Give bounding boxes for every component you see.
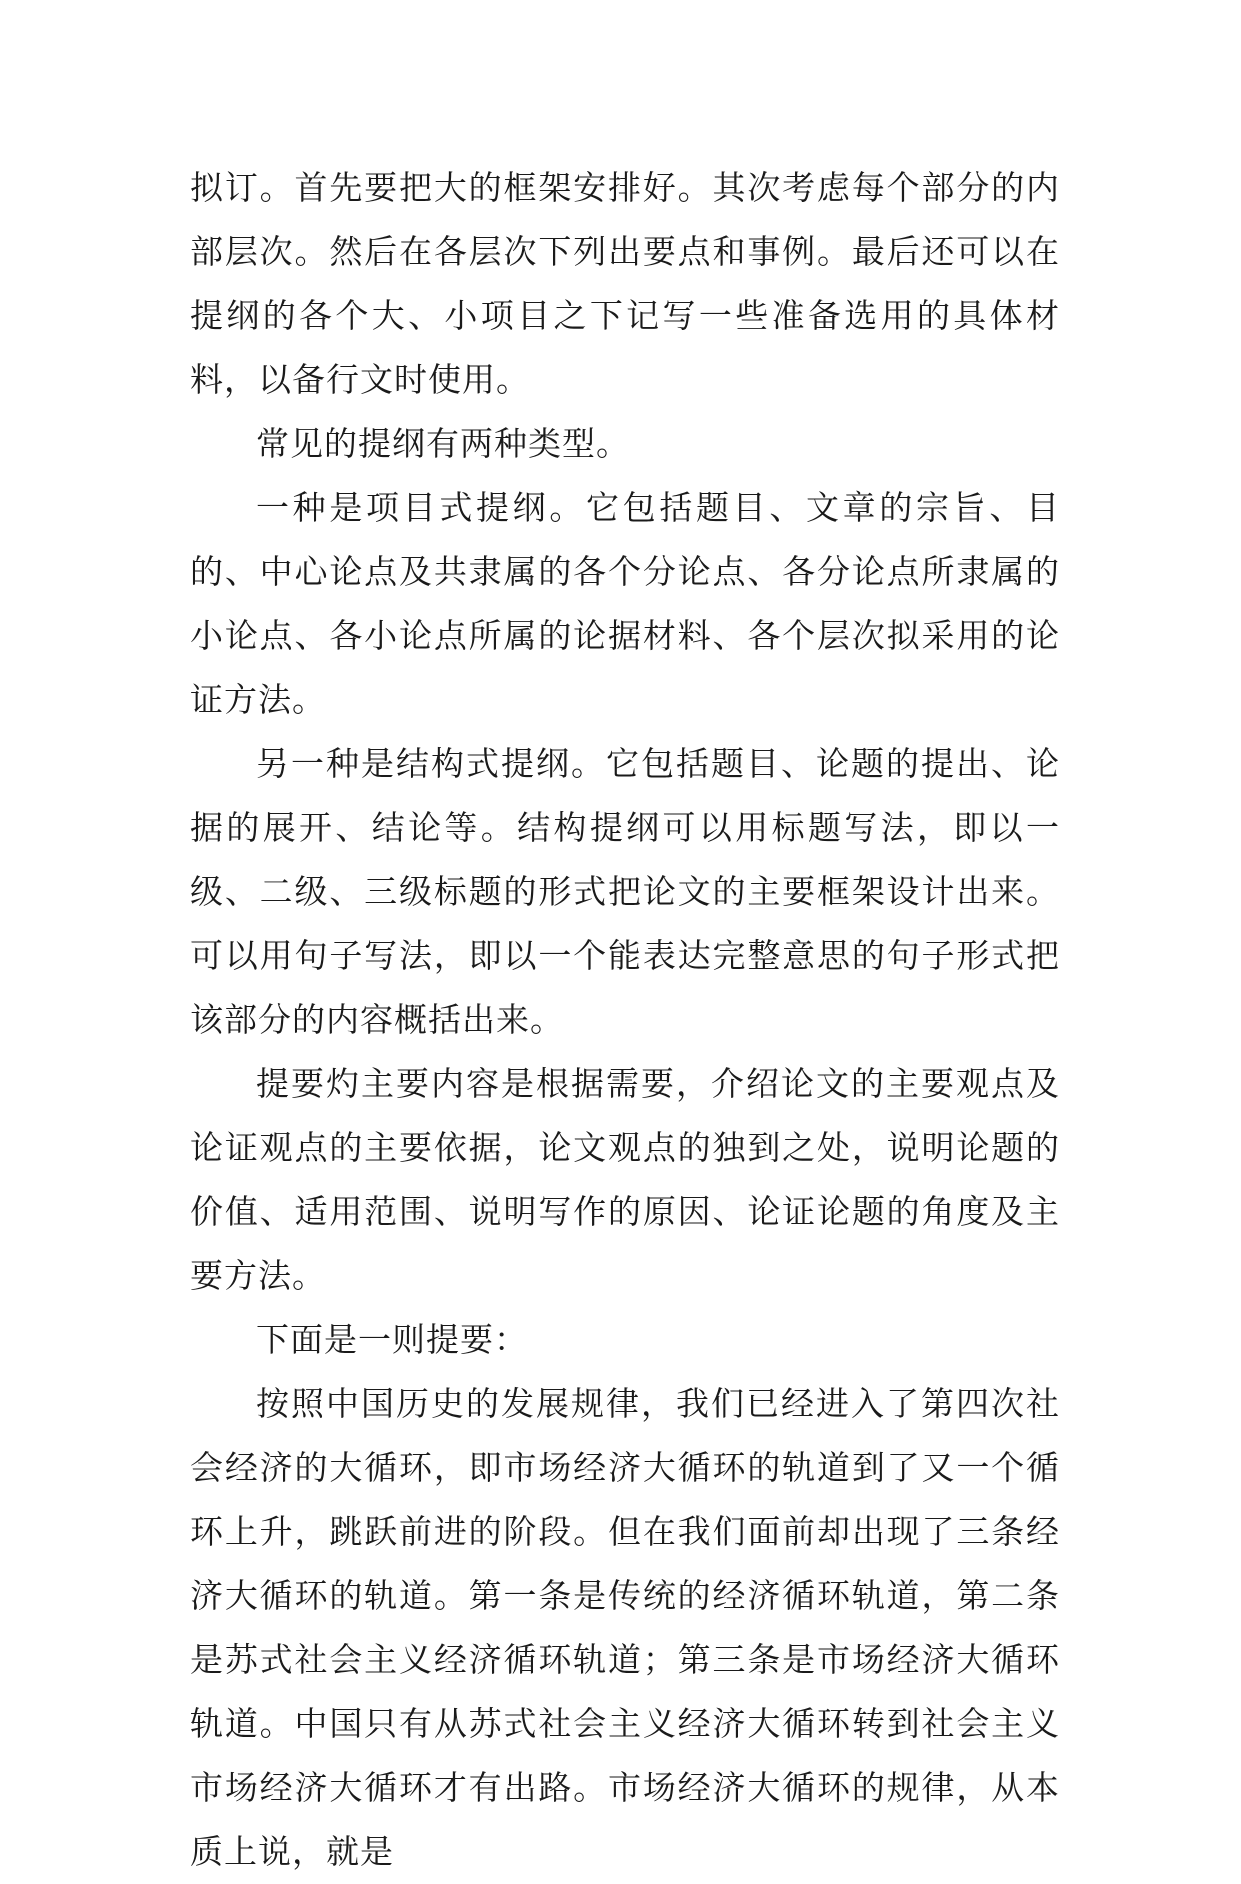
paragraph-6: 下面是一则提要： [256,1320,528,1359]
paragraph-2: 常见的提纲有两种类型。 [256,424,630,463]
paragraph-5: 提要灼主要内容是根据需要，介绍论文的主要观点及论证观点的主要依据，论文观点的独到之处，说明论题的价值、适用范围、说明写作的原因、论证论题的角度及主要方法。 [190,1064,1060,1295]
paragraph-3: 一种是项目式提纲。它包括题目、文章的宗旨、目的、中心论点及共隶属的各个分论点、各分论点所隶属的小论点、各小论点所属的论据材料、各个层次拟采用的论证方法。 [190,488,1060,719]
paragraph-7: 按照中国历史的发展规律，我们已经进入了第四次社会经济的大循环，即市场经济大循环的轨道到了又一个循环上升，跳跃前进的阶段。但在我们面前却出现了三条经济大循环的轨道。第一条是传统的经济循环轨道，第二条是苏式社会主义经济循环轨道；第三条是市场经济大循环轨道。中国只有从苏式社会主义经济大循环转到社会主义市场经济大循环才有出路。市场经济大循环的规律，从本质上说，就是 [190,1384,1060,1871]
paragraph-1: 拟订。首先要把大的框架安排好。其次考虑每个部分的内部层次。然后在各层次下列出要点和事例。最后还可以在提纲的各个大、小项目之下记写一些准备选用的具体材料，以备行文时使用。 [190,168,1060,399]
paragraph-4: 另一种是结构式提纲。它包括题目、论题的提出、论据的展开、结论等。结构提纲可以用标题写法，即以一级、二级、三级标题的形式把论文的主要框架设计出来。可以用句子写法，即以一个能表达完整意思的句子形式把该部分的内容概括出来。 [190,744,1060,1039]
body-text [190,156,1060,1884]
